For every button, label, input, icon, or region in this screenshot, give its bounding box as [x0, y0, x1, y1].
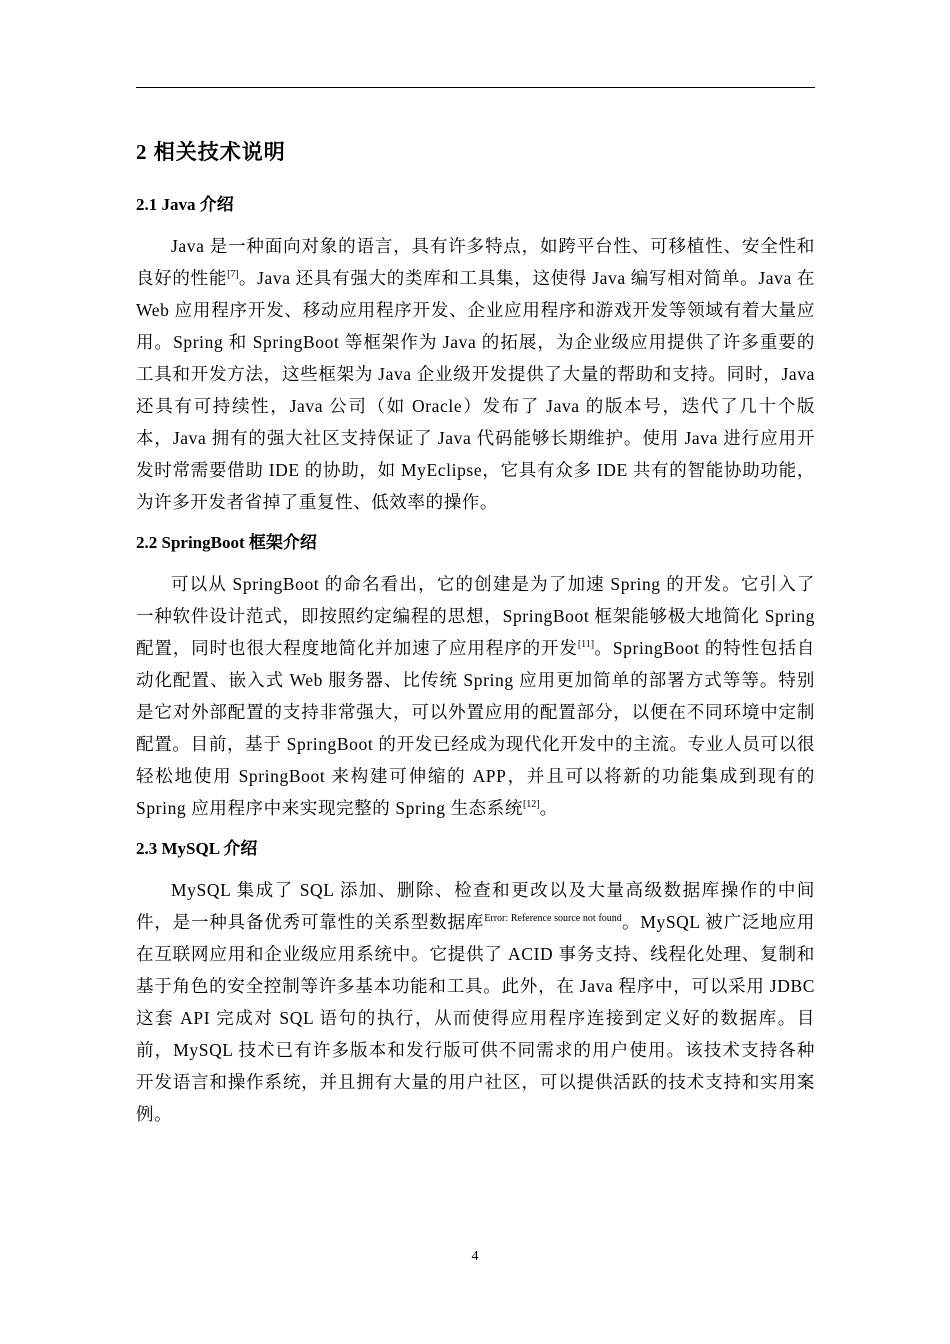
document-body — [136, 136, 815, 1142]
paragraph-java — [136, 230, 815, 518]
section-heading-springboot: 2.2 SpringBoot 框架介绍 — [136, 533, 317, 552]
paragraph-text: MySQL 集成了 SQL 添加、删除、检查和更改以及大量高级数据库操作的中间件，是一种具备优秀可靠性的关系型数据库 — [136, 880, 815, 932]
header-rule — [136, 87, 815, 88]
paragraph-springboot — [136, 568, 815, 824]
citation: [11] — [577, 639, 595, 651]
paragraph-text: 。Java 还具有强大的类库和工具集，这使得 Java 编写相对简单。Java 在 Web 应用程序开发、移动应用程序开发、企业应用程序和游戏开发等领域有着大量应用。Spring 和 SpringBoot 等框架作为 Java 的拓展，为企业级应用提供了许多重要的工具和开发方法，这些框架为 Java 企业级开发提供了大量的帮助和支持。同时，Java 还具有可持续性，Java 公司（如 Oracle）发布了 Java 的版本号，迭代了几十个版本，Java 拥有的强大社区支持保证了 Java 代码能够长期维护。使用 Java 进行应用开发时常需要借助 IDE 的协助，如 MyEclipse，它具有众多 IDE 共有的智能协助功能，为许多开发者省掉了重复性、低效率的操作。 — [136, 268, 816, 512]
paragraph-text: 。 — [539, 798, 558, 818]
paragraph-text: 可以从 SpringBoot 的命名看出，它的创建是为了加速 Spring 的开发。它引入了一种软件设计范式，即按照约定编程的思想，SpringBoot 框架能够极大地简化 Spring 配置，同时也很大程度地简化并加速了应用程序的开发 — [136, 574, 815, 658]
chapter-title: 2 相关技术说明 — [136, 140, 286, 164]
section-heading-mysql: 2.3 MySQL 介绍 — [136, 839, 258, 858]
paragraph-mysql — [136, 874, 815, 1130]
paragraph-text: 。MySQL 被广泛地应用在互联网应用和企业级应用系统中。它提供了 ACID 事务支持、线程化处理、复制和基于角色的安全控制等许多基本功能和工具。此外，在 Java 程序中，可以采用 JDBC 这套 API 完成对 SQL 语句的执行，从而使得应用程序连接到定义好的数据库。目前，MySQL 技术已有许多版本和发行版可供不同需求的用户使用。该技术支持各种开发语言和操作系统，并且拥有大量的用户社区，可以提供活跃的技术支持和实用案例。 — [136, 912, 816, 1124]
section-heading-java: 2.1 Java 介绍 — [136, 195, 234, 214]
paragraph-text: 。SpringBoot 的特性包括自动化配置、嵌入式 Web 服务器、比传统 Spring 应用更加简单的部署方式等等。特别是它对外部配置的支持非常强大，可以外置应用的配置部分，以便在不同环境中定制配置。目前，基于 SpringBoot 的开发已经成为现代化开发中的主流。专业人员可以很轻松地使用 SpringBoot 来构建可伸缩的 APP，并且可以将新的功能集成到现有的 Spring 应用程序中来实现完整的 Spring 生态系统 — [136, 638, 815, 818]
citation-error: Error: Reference source not found — [484, 913, 622, 925]
paragraph-text: Java 是一种面向对象的语言，具有许多特点，如跨平台性、可移植性、安全性和良好的性能 — [136, 236, 815, 288]
citation: [12] — [522, 799, 540, 811]
citation: [7] — [227, 269, 239, 281]
page-number: 4 — [471, 1249, 479, 1264]
